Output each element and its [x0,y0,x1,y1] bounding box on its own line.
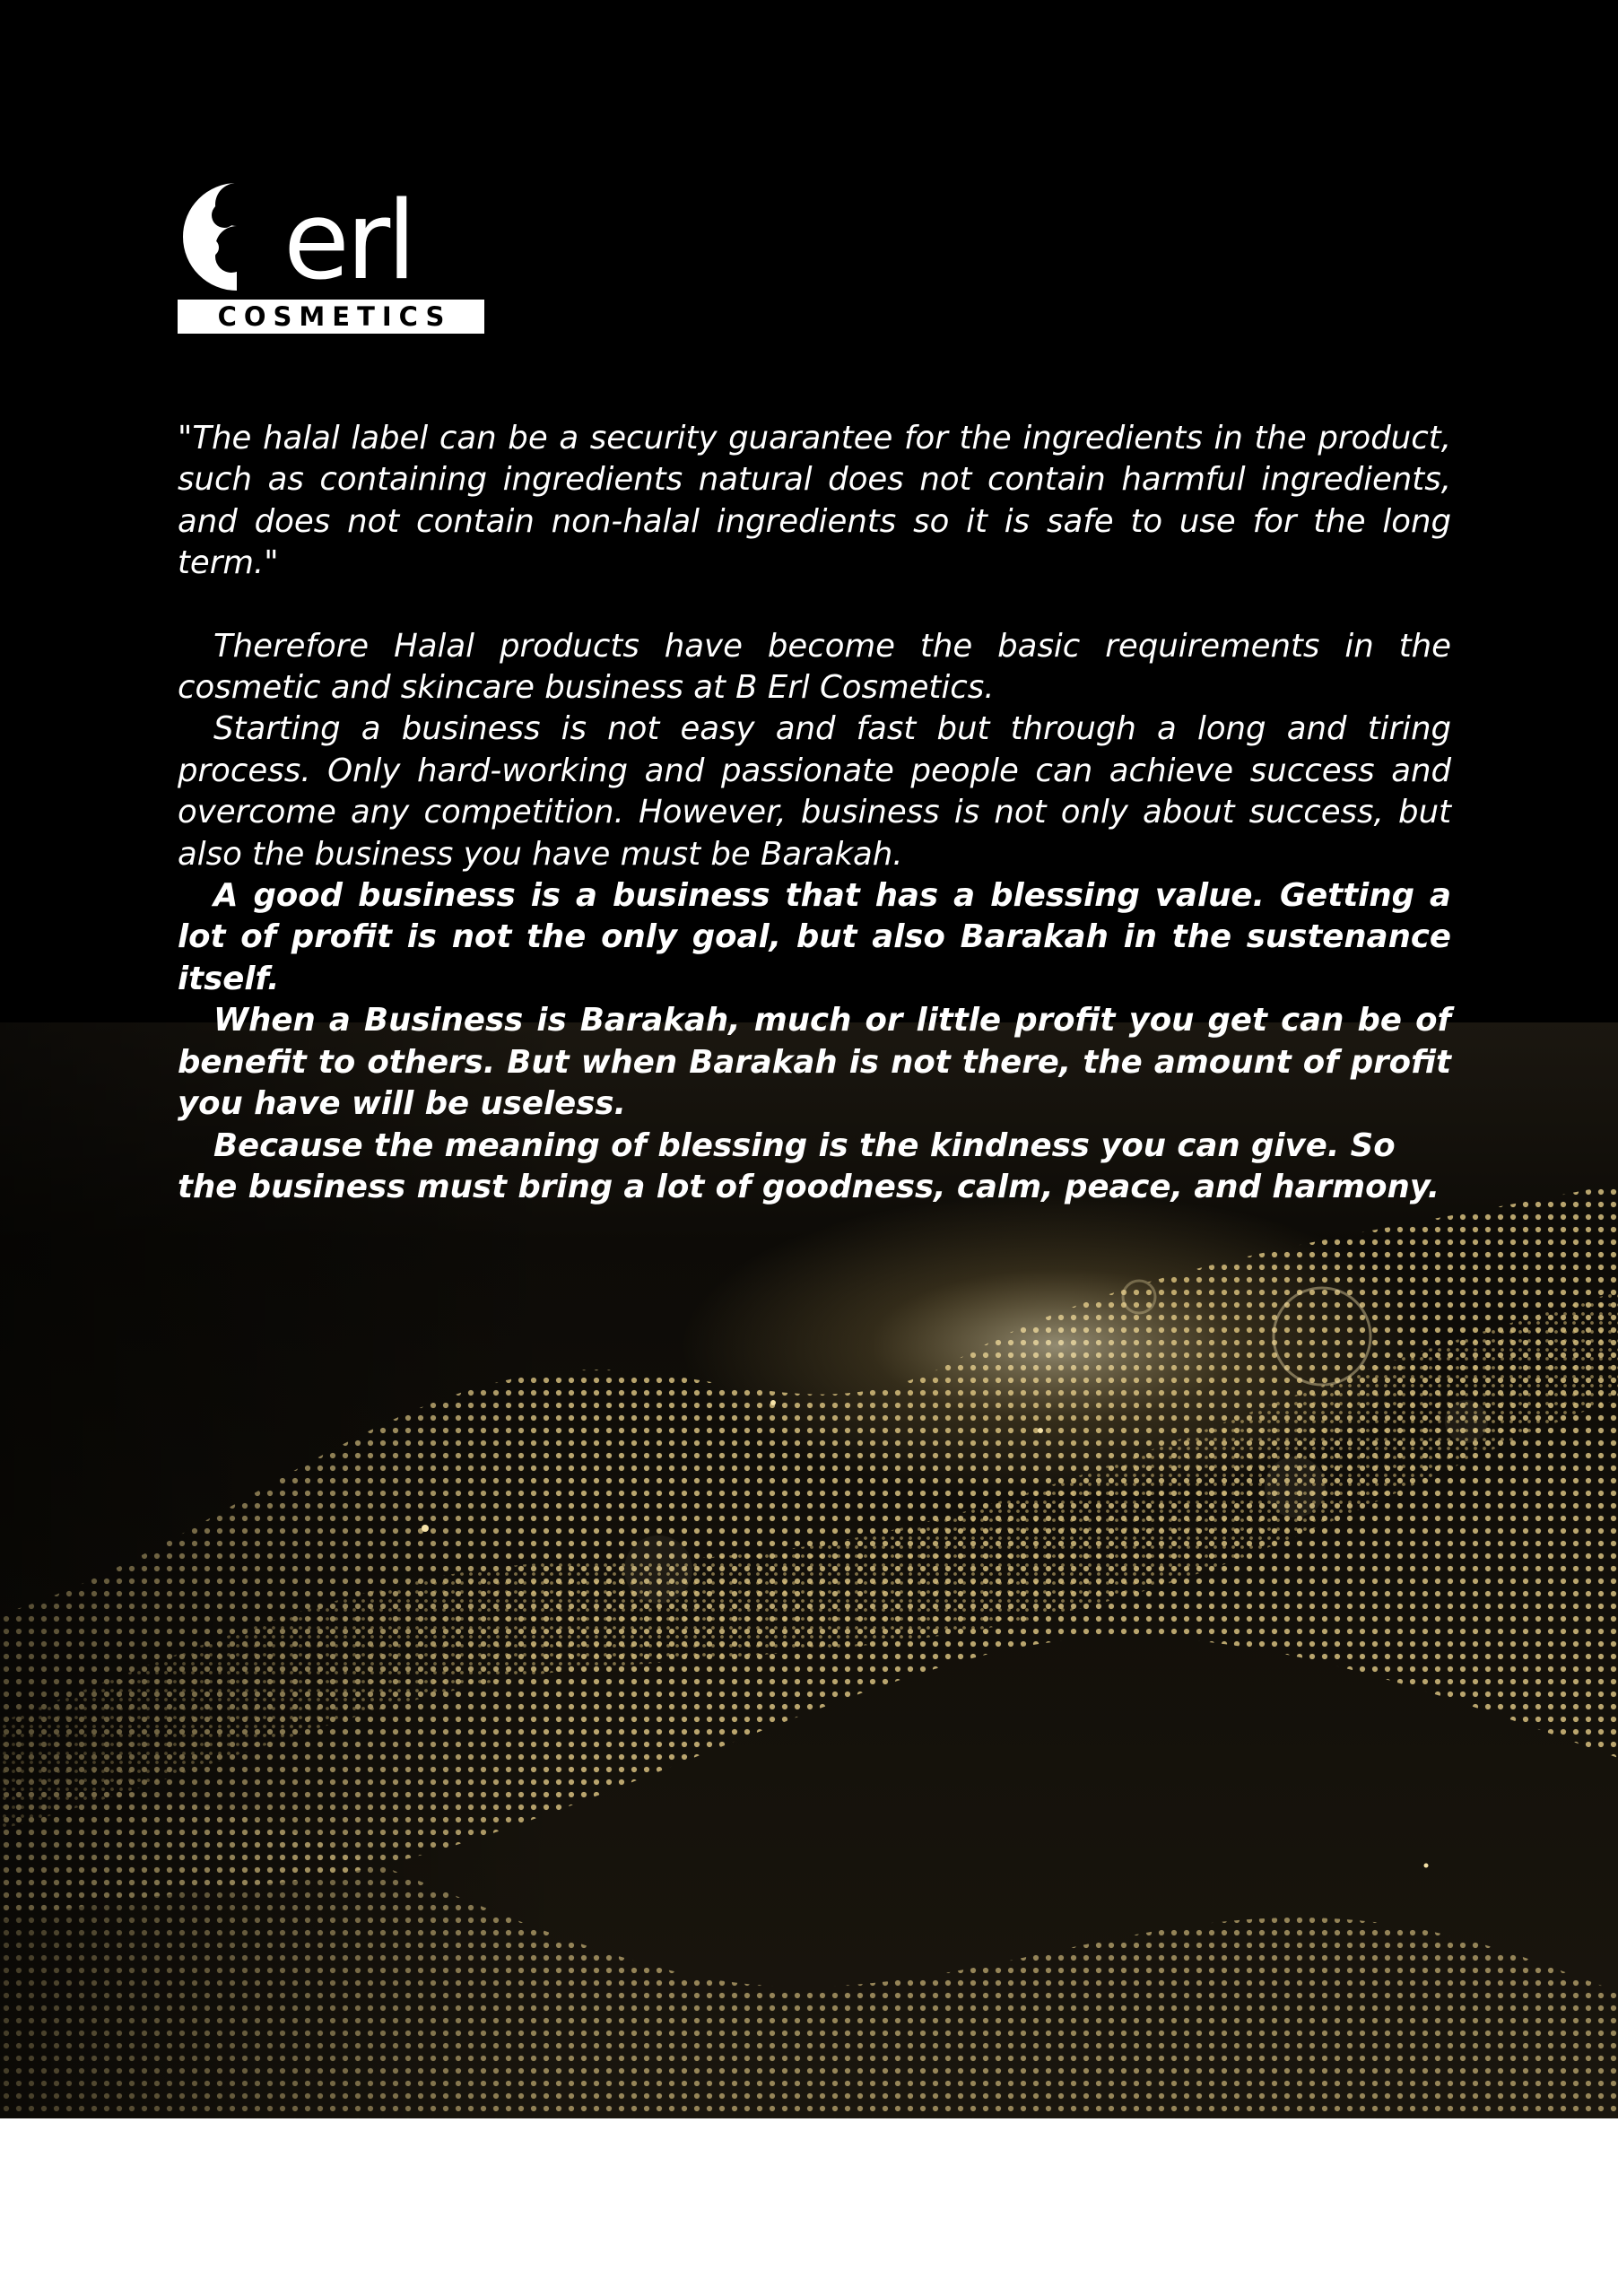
svg-text:erl: erl [283,179,413,291]
paragraph-halal-requirement: Therefore Halal products have become the basic requirements in the cosmetic and skincare business at B Erl Cosmetics. [178,627,1451,707]
brand-logo-sub-bar [178,300,484,334]
brand-logo [178,179,484,336]
paragraph-blessing-meaning: Because the meaning of blessing is the kindness you can give. So the business must bring a lot of goodness, calm, peace, and harmony. [178,1126,1440,1205]
halal-quote: "The halal label can be a security guarantee for the ingredients in the product, such as containing ingredients natural does not contain harmful ingredients, and does not contain non-halal ingredients so it is safe to use for the long term." [178,420,1451,582]
paragraph-starting-business: Starting a business is not easy and fast but through a long and tiring process. Only hard-working and passionate people can achieve success and overcome any competition. However, business is not only about success, but also the business you have must be Barakah. [178,710,1451,873]
brand-logo-mark [178,179,484,291]
brand-logo-sub-text: COSMETICS [217,300,452,332]
paragraph-barakah-profit: When a Business is Barakah, much or little profit you get can be of benefit to others. But when Barakah is not there, the amount of profit you have will be useless. [178,1002,1451,1123]
body-text [178,418,1451,1208]
paragraph-good-business: A good business is a business that has a blessing value. Getting a lot of profit is not the only goal, but also Barakah in the sustenance itself. [178,877,1451,997]
